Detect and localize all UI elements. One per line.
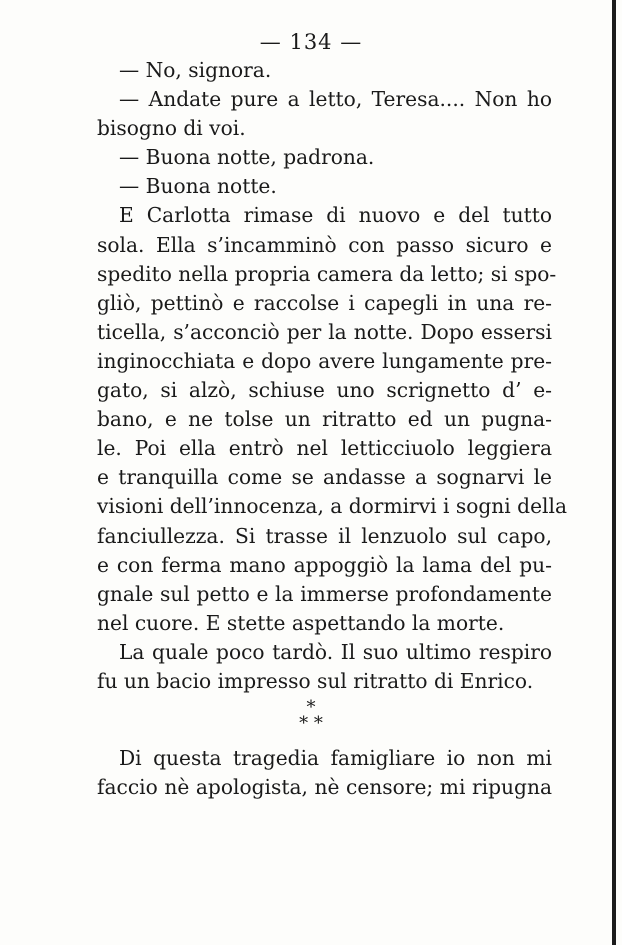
text-line: gato, si alzò, schiuse uno scrignetto d’ e-	[97, 378, 552, 403]
text-line: bano, e ne tolse un ritratto ed un pugna-	[97, 407, 552, 432]
text-line: — Buona notte, padrona.	[119, 145, 375, 170]
text-line: Di questa tragedia famigliare io non mi	[119, 746, 552, 770]
text-line: gliò, pettinò e raccolse i capegli in una re-	[97, 290, 552, 315]
text-line: bisogno di voi.	[97, 116, 246, 141]
text-line: gnale sul petto e la immerse profondamente	[97, 581, 552, 606]
text-line: — No, signora.	[119, 58, 272, 82]
page-number: — 134 —	[259, 30, 363, 54]
text-line: inginocchiata e dopo avere lungamente pre-	[97, 348, 552, 373]
text-line: — Buona notte.	[119, 174, 277, 199]
text-line: nel cuore. E stette aspettando la morte.	[97, 610, 505, 635]
text-line: La quale poco tardò. Il suo ultimo respiro	[119, 639, 552, 664]
text-line: spedito nella propria camera da letto; si spo-	[97, 261, 557, 286]
text-line: le. Poi ella entrò nel letticciuolo leggiera	[97, 436, 552, 461]
text-line: visioni dell’innocenza, a dormirvi i sogni della	[97, 494, 567, 519]
section-separator-top: *	[306, 697, 316, 718]
text-line: faccio nè apologista, nè censore; mi ripugna	[97, 775, 552, 800]
text-line: — Andate pure a letto, Teresa.... Non ho	[119, 87, 552, 112]
text-line: e tranquilla come se andasse a sognarvi le	[97, 465, 552, 490]
text-line: fu un bacio impresso sul ritratto di Enrico.	[97, 668, 534, 693]
text-line: sola. Ella s’incamminò con passo sicuro e	[97, 232, 552, 257]
text-line: e con ferma mano appoggiò la lama del pu-	[97, 552, 552, 577]
text-line: ticella, s’acconciò per la notte. Dopo essersi	[97, 319, 552, 344]
section-separator-bottom: * *	[299, 713, 323, 734]
main-text	[97, 56, 567, 696]
continuation-text	[97, 744, 552, 802]
page-edge-line	[612, 0, 616, 945]
text-line: fanciullezza. Si trasse il lenzuolo sul capo,	[97, 523, 552, 548]
text-line: E Carlotta rimase di nuovo e del tutto	[119, 203, 552, 228]
